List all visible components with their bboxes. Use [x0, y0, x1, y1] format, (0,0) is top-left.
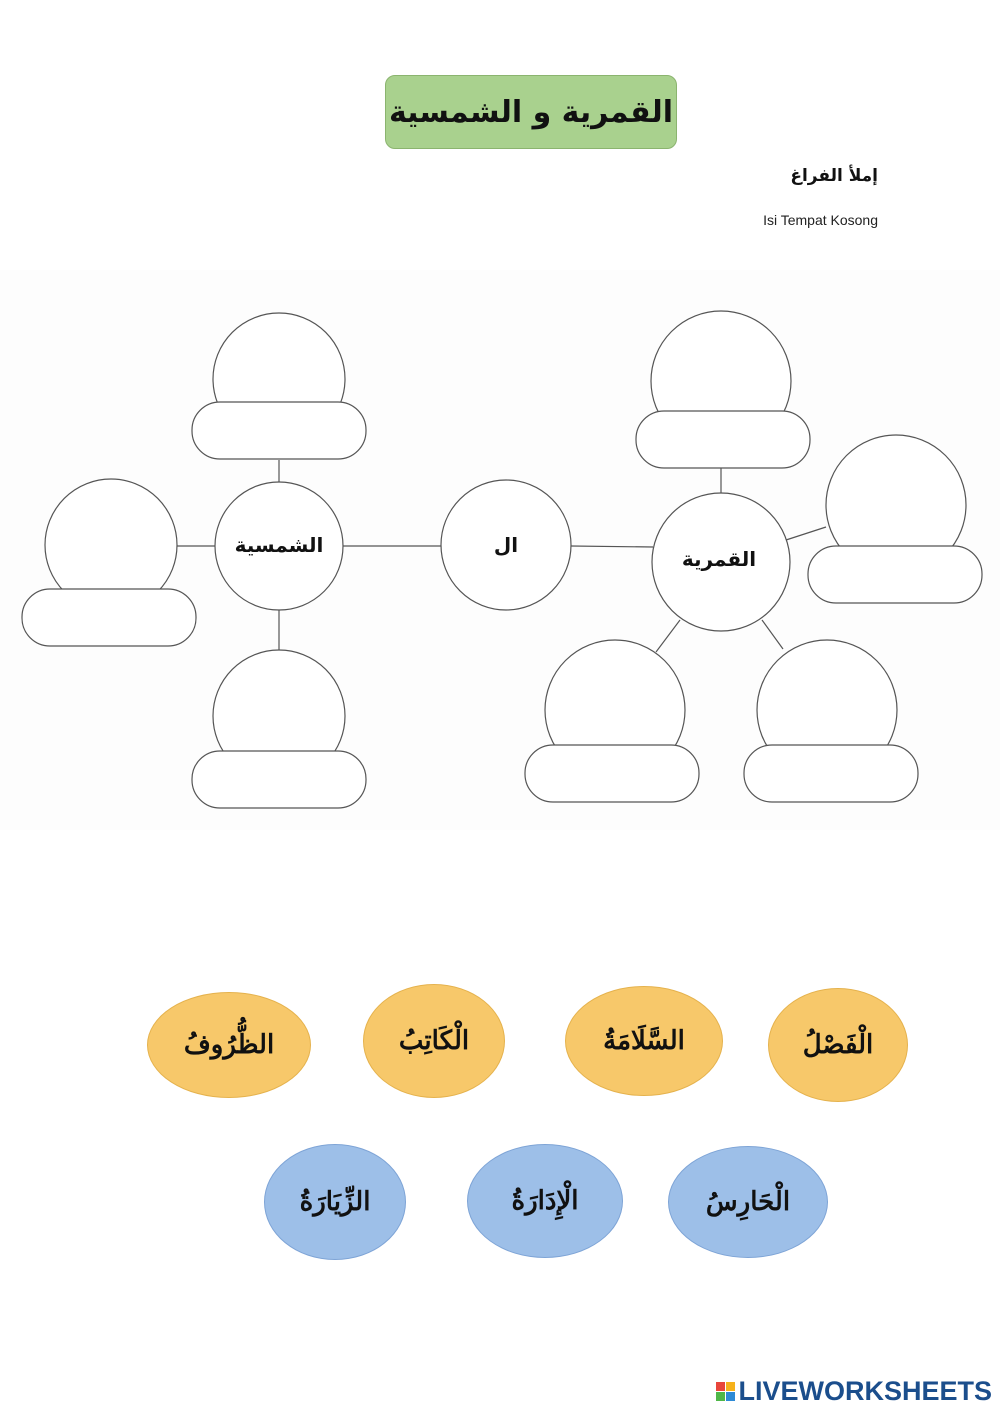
word-card[interactable]: الظُّرُوفُ — [147, 992, 311, 1098]
liveworksheets-logo — [716, 1376, 992, 1407]
shamsiyyah-label: الشمسية — [234, 533, 324, 557]
al-label: ال — [493, 533, 519, 557]
brand-name: LIVEWORKSHEETS — [738, 1376, 992, 1406]
answer-slot[interactable] — [525, 745, 699, 802]
answer-slot[interactable] — [22, 589, 196, 646]
answer-slot[interactable] — [808, 546, 982, 603]
connector-line — [571, 546, 653, 547]
instruction-malay: Isi Tempat Kosong — [763, 212, 878, 228]
connector-line — [656, 620, 680, 652]
word-card[interactable]: الْإِدَارَةُ — [467, 1144, 623, 1258]
answer-slot[interactable] — [192, 751, 366, 808]
connector-line — [786, 527, 826, 540]
mind-map-diagram — [0, 270, 1000, 830]
word-card[interactable]: الزِّيَارَةُ — [264, 1144, 406, 1260]
worksheet-title: القمرية و الشمسية — [385, 75, 677, 149]
word-card[interactable]: الْفَصْلُ — [768, 988, 908, 1102]
answer-slot[interactable] — [192, 402, 366, 459]
word-card[interactable]: الْكَاتِبُ — [363, 984, 505, 1098]
answer-slot[interactable] — [744, 745, 918, 802]
connector-line — [762, 620, 783, 649]
instruction-arabic: إملأ الفراغ — [790, 166, 878, 186]
liveworksheets-logo-icon — [716, 1382, 735, 1401]
qamariyyah-label: القمرية — [681, 547, 757, 571]
word-card[interactable]: الْحَارِسُ — [668, 1146, 828, 1258]
answer-slot[interactable] — [636, 411, 810, 468]
word-card[interactable]: السَّلَامَةُ — [565, 986, 723, 1096]
